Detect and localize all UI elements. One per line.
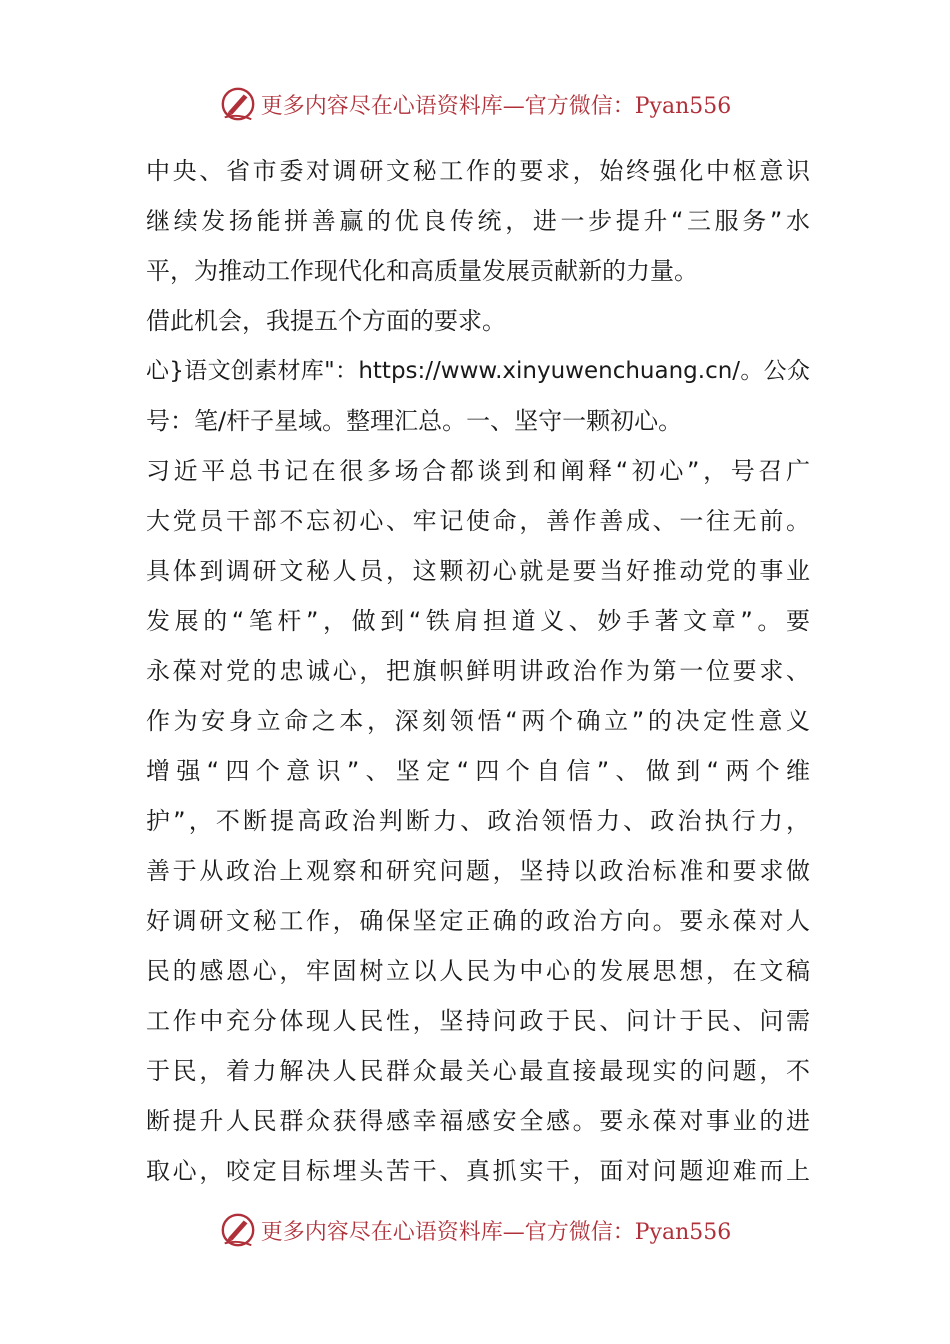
text-line-21: 取心，咬定目标埋头苦干、真抓实干，面对问题迎难而上	[146, 1157, 810, 1185]
text-line-18: 工作中充分体现人民性，坚持问政于民、问计于民、问需	[146, 1007, 810, 1035]
text-line-8: 大党员干部不忘初心、牢记使命，善作善成、一往无前。	[146, 507, 810, 535]
text-line-3: 平，为推动工作现代化和高质量发展贡献新的力量。	[146, 257, 698, 285]
text-line-9: 具体到调研文秘人员，这颗初心就是要当好推动党的事业	[146, 557, 810, 585]
text-line-17: 民的感恩心，牢固树立以人民为中心的发展思想，在文稿	[146, 957, 810, 985]
text-line-4: 借此机会，我提五个方面的要求。	[146, 307, 506, 335]
text-line-12: 作为安身立命之本，深刻领悟“两个确立”的决定性意义	[146, 707, 810, 735]
text-line-13: 增强“四个意识”、坚定“四个自信”、做到“两个维	[146, 757, 810, 785]
text-line-6: 号：笔/杆子星域。整理汇总。一、坚守一颗初心。	[146, 407, 683, 435]
footer-banner	[0, 1208, 950, 1252]
text-line-7: 习近平总书记在很多场合都谈到和阐释“初心”，号召广	[146, 457, 810, 485]
text-line-16: 好调研文秘工作，确保坚定正确的政治方向。要永葆对人	[146, 907, 810, 935]
text-line-11: 永葆对党的忠诚心，把旗帜鲜明讲政治作为第一位要求、	[146, 657, 810, 685]
header-banner-text: 更多内容尽在心语资料库—官方微信：Pyan556	[260, 93, 732, 119]
text-line-1: 中央、省市委对调研文秘工作的要求，始终强化中枢意识	[146, 157, 810, 185]
text-line-5: 心}语文创素材库"：https://www.xinyuwenchuang.cn/。公众	[146, 358, 810, 384]
text-line-10: 发展的“笔杆”，做到“铁肩担道义、妙手著文章”。要	[146, 607, 810, 635]
text-line-19: 于民，着力解决人民群众最关心最直接最现实的问题，不	[146, 1057, 810, 1085]
text-line-14: 护”，不断提高政治判断力、政治领悟力、政治执行力，	[146, 807, 810, 835]
pen-logo-icon	[219, 1211, 257, 1249]
footer-banner-text: 更多内容尽在心语资料库—官方微信：Pyan556	[260, 1219, 732, 1245]
header-banner	[0, 82, 950, 126]
pen-logo-icon	[219, 85, 257, 123]
text-line-2: 继续发扬能拼善赢的优良传统，进一步提升“三服务”水	[146, 207, 810, 235]
text-line-20: 断提升人民群众获得感幸福感安全感。要永葆对事业的进	[146, 1107, 810, 1135]
text-line-15: 善于从政治上观察和研究问题，坚持以政治标准和要求做	[146, 857, 810, 885]
document-body	[146, 146, 810, 1196]
